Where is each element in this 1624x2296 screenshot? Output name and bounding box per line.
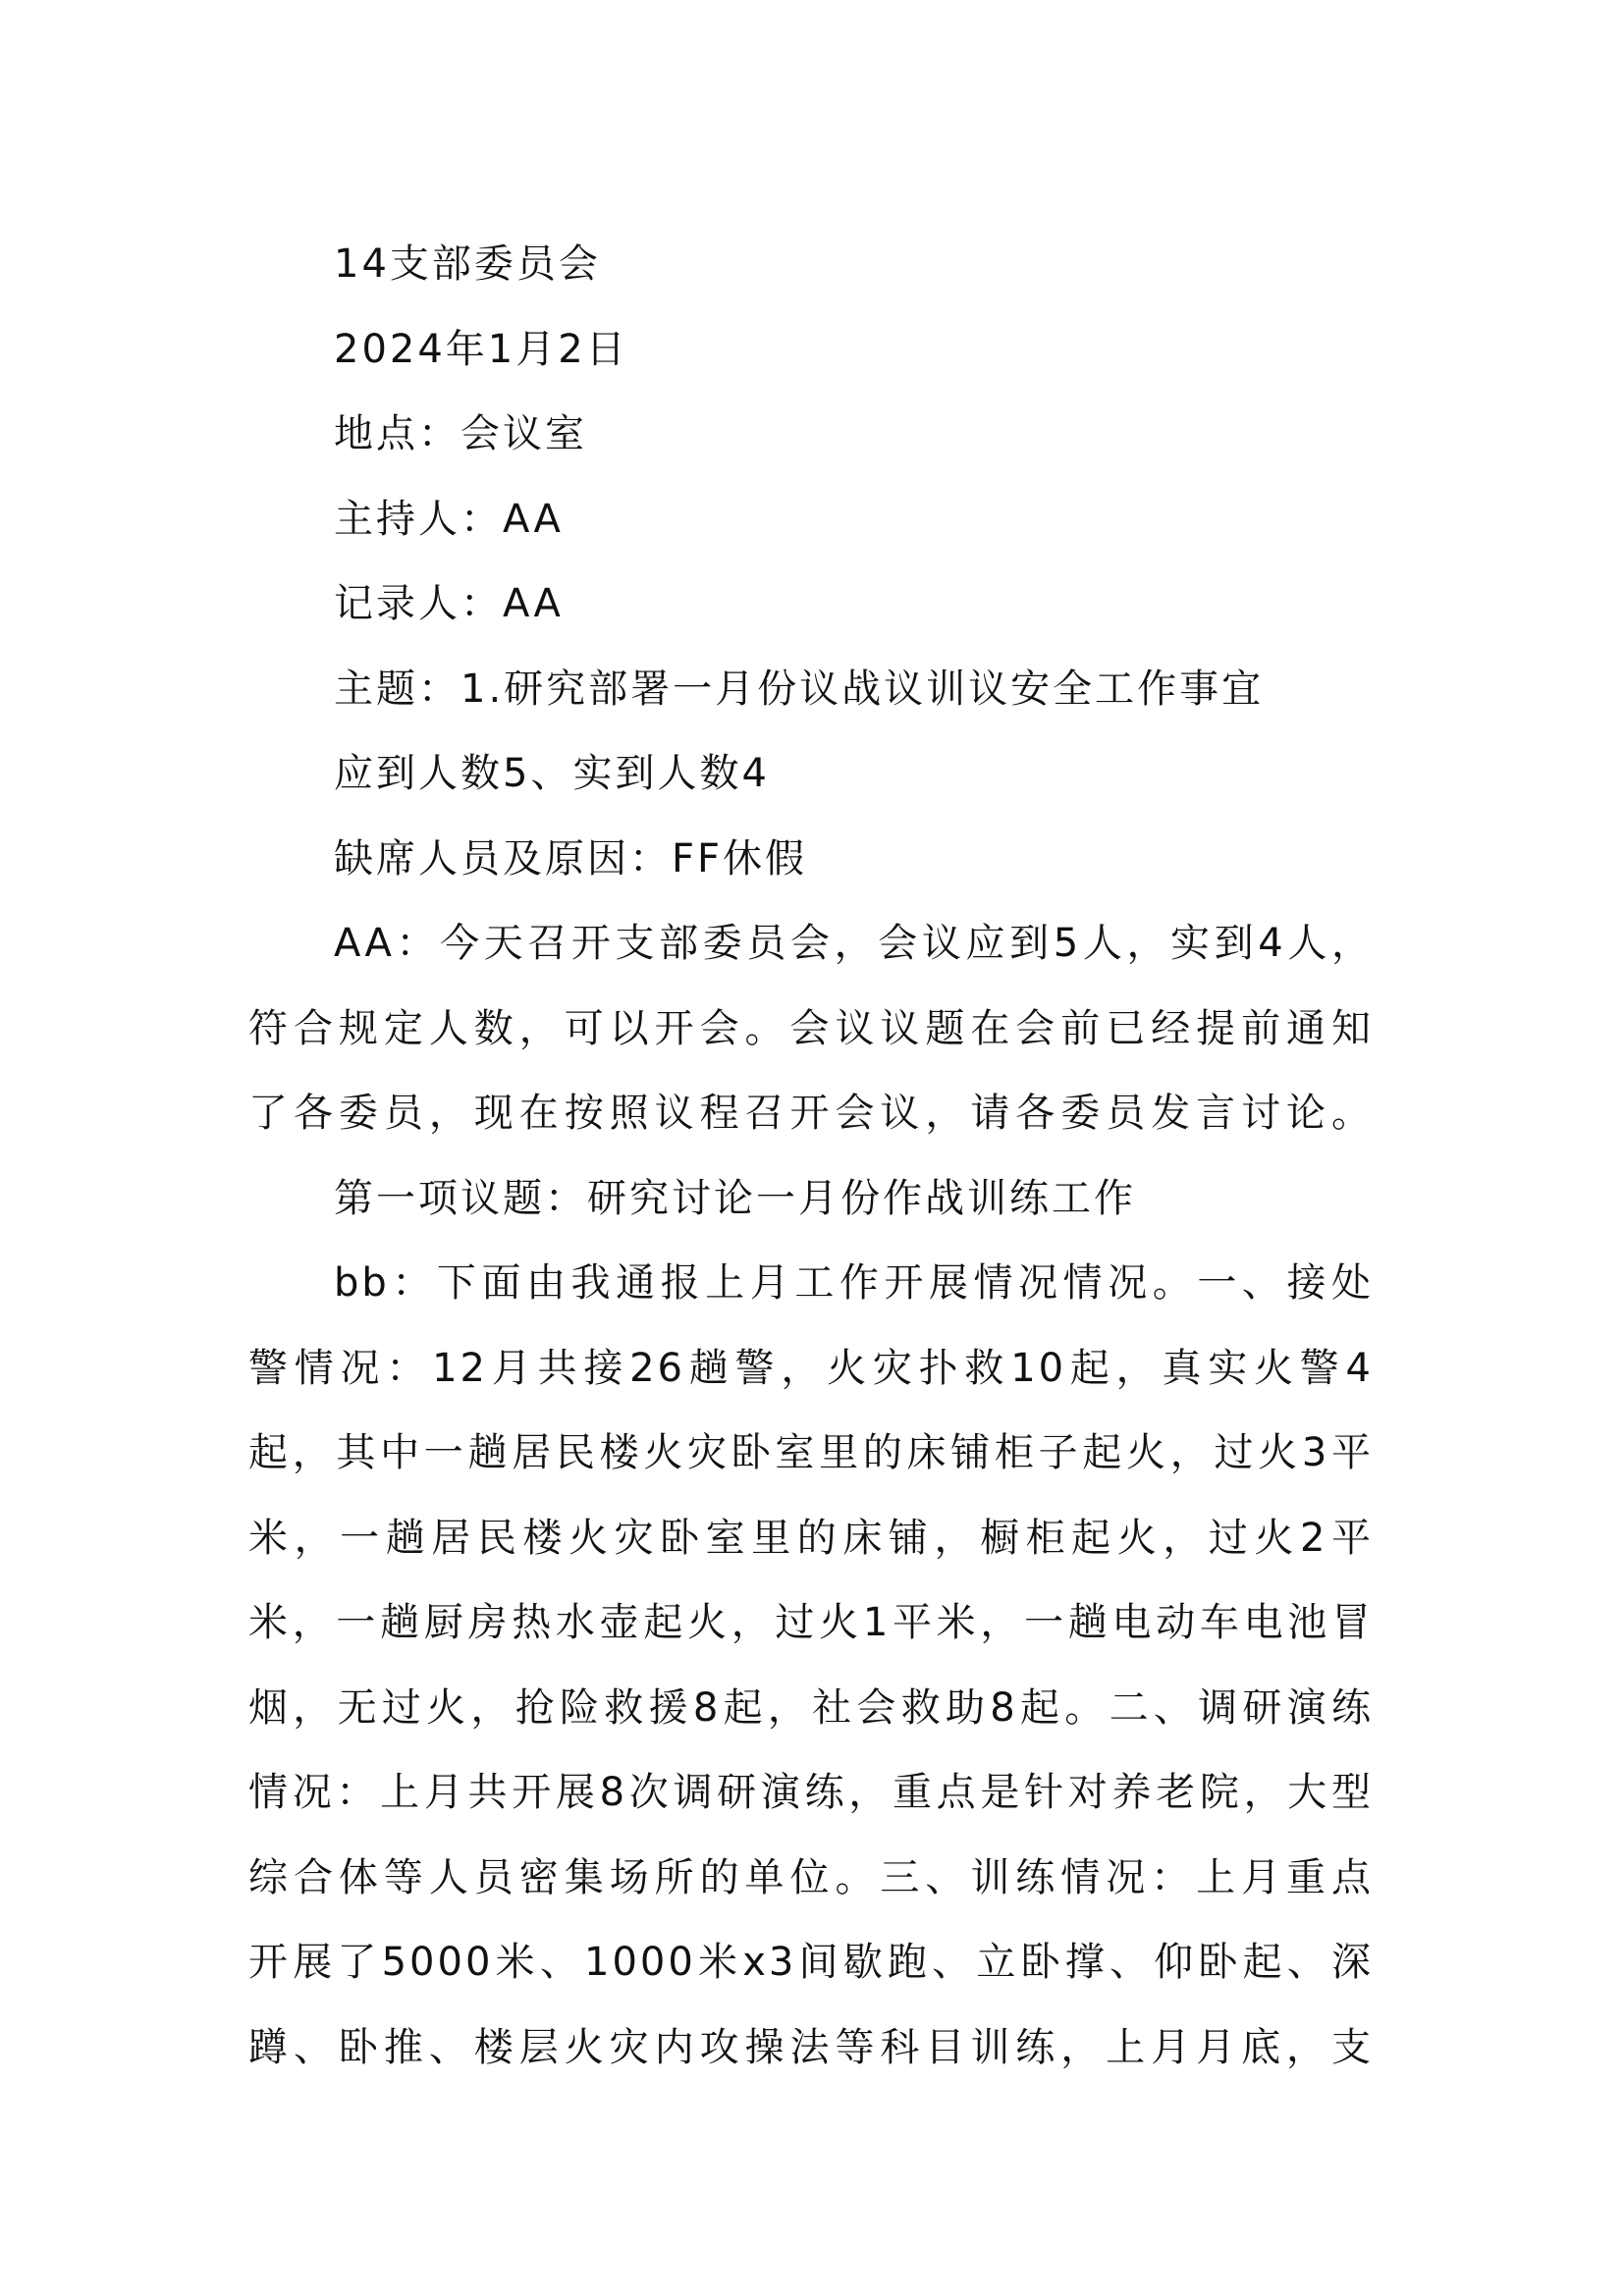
meeting-location: 地点：会议室 — [334, 411, 587, 456]
paragraph-line: 开展了5000米、1000米x3间歇跑、立卧撑、仰卧起、深 — [248, 1940, 1374, 1985]
paragraph-line: 米，一趟厨房热水壶起火，过火1平米，一趟电动车电池冒 — [248, 1600, 1374, 1645]
meeting-host: 主持人：AA — [334, 496, 564, 542]
paragraph-line: 了各委员，现在按照议程召开会议，请各委员发言讨论。 — [248, 1091, 1374, 1136]
opening-paragraph — [248, 901, 1374, 1156]
paragraph-line: bb：下面由我通报上月工作开展情况情况。一、接处 — [334, 1260, 1374, 1306]
paragraph-line: 情况：上月共开展8次调研演练，重点是针对养老院，大型 — [248, 1770, 1374, 1815]
meeting-recorder: 记录人：AA — [334, 581, 564, 626]
meeting-topic: 主题：1.研究部署一月份议战议训议安全工作事宜 — [334, 666, 1265, 712]
committee-name: 14支部委员会 — [334, 241, 601, 287]
paragraph-line: 警情况：12月共接26趟警，火灾扑救10起，真实火警4 — [248, 1345, 1374, 1391]
paragraph-line: AA：今天召开支部委员会，会议应到5人，实到4人， — [334, 921, 1374, 966]
absence-info: 缺席人员及原因：FF休假 — [334, 835, 808, 881]
document-page — [248, 222, 1374, 2090]
paragraph-line: 烟，无过火，抢险救援8起，社会救助8起。二、调研演练 — [248, 1684, 1374, 1731]
paragraph-line: 蹲、卧推、楼层火灾内攻操法等科目训练，上月月底，支 — [248, 2024, 1374, 2070]
meeting-date: 2024年1月2日 — [334, 326, 628, 372]
paragraph-line: 符合规定人数，可以开会。会议议题在会前已经提前通知 — [248, 1005, 1374, 1051]
attendance-count: 应到人数5、实到人数4 — [334, 751, 770, 796]
paragraph-line: 米，一趟居民楼火灾卧室里的床铺，橱柜起火，过火2平 — [248, 1515, 1374, 1561]
paragraph-line: 综合体等人员密集场所的单位。三、训练情况：上月重点 — [248, 1854, 1374, 1900]
paragraph-line: 起，其中一趟居民楼火灾卧室里的床铺柜子起火，过火3平 — [248, 1430, 1374, 1475]
report-paragraph — [248, 1241, 1374, 2090]
agenda-item-heading: 第一项议题：研究讨论一月份作战训练工作 — [334, 1175, 1136, 1221]
